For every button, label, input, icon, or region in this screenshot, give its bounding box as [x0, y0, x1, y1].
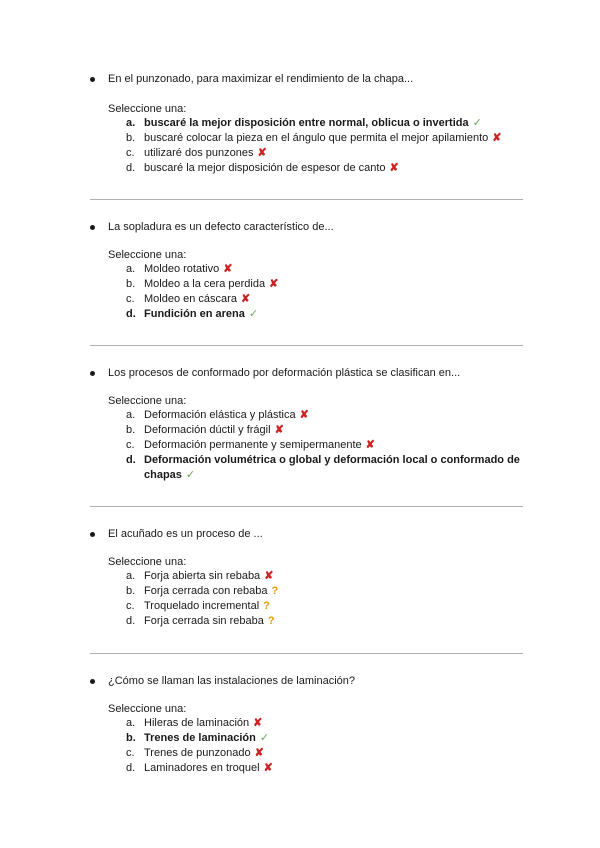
question-prompt: Los procesos de conformado por deformación plástica se clasifican en... — [108, 367, 461, 379]
option-letter: c. — [126, 147, 135, 160]
question-mark-icon: ? — [271, 585, 279, 598]
answer-option[interactable] — [126, 423, 536, 438]
answer-option[interactable] — [126, 599, 536, 614]
bullet-icon — [90, 371, 95, 376]
question-prompt-row — [90, 527, 530, 541]
option-letter: b. — [126, 278, 136, 291]
answer-option[interactable] — [126, 146, 536, 161]
option-text: Moldeo en cáscara — [144, 293, 237, 306]
option-text: utilizaré dos punzones — [144, 147, 254, 160]
bullet-icon — [90, 225, 95, 230]
check-icon: ✓ — [185, 468, 196, 481]
question-prompt-row — [90, 366, 530, 380]
section-divider — [90, 199, 523, 200]
check-icon: ✓ — [472, 117, 482, 129]
select-one-label: Seleccione una: — [108, 556, 187, 568]
answer-option[interactable] — [126, 746, 536, 761]
answer-option[interactable] — [126, 731, 536, 746]
answer-option[interactable] — [126, 761, 536, 776]
select-one-label: Seleccione una: — [108, 395, 187, 407]
question-prompt-row — [90, 674, 530, 688]
answer-option[interactable] — [126, 716, 536, 731]
answer-option[interactable] — [126, 438, 536, 453]
option-text: buscaré colocar la pieza en el ángulo que permita el mejor apilamiento — [144, 132, 489, 145]
option-letter: a. — [126, 570, 136, 582]
option-letter: a. — [126, 409, 136, 421]
answer-options — [126, 569, 536, 629]
question-4 — [90, 527, 530, 541]
answer-options — [126, 716, 536, 776]
cross-icon: ✘ — [389, 162, 399, 175]
answer-option[interactable] — [126, 569, 536, 584]
option-text: Deformación permanente y semipermanente — [144, 439, 362, 452]
answer-option[interactable] — [126, 584, 536, 599]
select-one-label: Seleccione una: — [108, 249, 187, 261]
answer-option[interactable] — [126, 292, 536, 307]
option-text: buscaré la mejor disposición de espesor de canto — [144, 162, 386, 175]
option-letter: c. — [126, 600, 135, 613]
question-prompt-row — [90, 72, 530, 86]
cross-icon: ✘ — [492, 132, 502, 145]
option-letter: a. — [126, 117, 136, 129]
option-letter: c. — [126, 439, 135, 452]
answer-option[interactable] — [126, 277, 536, 292]
answer-option[interactable] — [126, 131, 536, 146]
answer-option[interactable] — [126, 262, 536, 277]
cross-icon: ✘ — [299, 409, 309, 421]
answer-option[interactable] — [126, 408, 536, 423]
option-letter: d. — [126, 162, 136, 175]
question-5 — [90, 674, 530, 688]
question-prompt-row — [90, 220, 530, 234]
option-text: Moldeo rotativo — [144, 263, 220, 275]
option-letter: d. — [126, 308, 136, 321]
option-text: Trenes de laminación — [144, 732, 256, 745]
option-text: Forja cerrada sin rebaba — [144, 615, 264, 628]
answer-option[interactable] — [126, 307, 536, 322]
option-text: Fundición en arena — [144, 308, 245, 321]
option-letter: c. — [126, 747, 135, 760]
question-prompt: La sopladura es un defecto característico de... — [108, 221, 334, 233]
answer-options — [126, 408, 536, 483]
question-2 — [90, 220, 530, 234]
section-divider — [90, 653, 523, 654]
check-icon: ✓ — [248, 308, 259, 321]
question-3 — [90, 366, 530, 380]
answer-option[interactable] — [126, 161, 536, 176]
option-letter: a. — [126, 263, 136, 275]
cross-icon: ✘ — [263, 762, 273, 775]
answer-options — [126, 116, 536, 176]
option-letter: d. — [126, 762, 136, 775]
option-text: Deformación elástica y plástica — [144, 409, 296, 421]
cross-icon: ✘ — [257, 147, 267, 160]
option-letter: b. — [126, 585, 136, 598]
option-text: Deformación dúctil y frágil — [144, 424, 271, 437]
cross-icon: ✘ — [269, 278, 279, 291]
cross-icon: ✘ — [264, 570, 274, 582]
section-divider — [90, 506, 523, 507]
cross-icon: ✘ — [254, 747, 264, 760]
cross-icon: ✘ — [240, 293, 251, 306]
option-text: Troquelado incremental — [144, 600, 260, 613]
option-letter: b. — [126, 132, 136, 145]
option-letter: b. — [126, 424, 136, 437]
option-letter: d. — [126, 615, 136, 628]
option-text: Deformación volumétrica o global y deformación local o conformado de chapas — [144, 454, 520, 481]
select-one-label: Seleccione una: — [108, 103, 187, 115]
cross-icon: ✘ — [223, 263, 233, 275]
answer-option[interactable] — [126, 614, 536, 629]
question-prompt: ¿Cómo se llaman las instalaciones de laminación? — [108, 675, 356, 687]
option-letter: a. — [126, 717, 136, 729]
option-text: Forja cerrada con rebaba — [144, 585, 268, 598]
bullet-icon — [90, 77, 95, 82]
check-icon: ✓ — [259, 732, 270, 745]
answer-options — [126, 262, 536, 322]
option-letter: b. — [126, 732, 136, 745]
question-1 — [90, 72, 530, 86]
cross-icon: ✘ — [253, 717, 263, 729]
option-letter: c. — [126, 293, 135, 306]
cross-icon: ✘ — [274, 424, 284, 437]
bullet-icon — [90, 532, 95, 537]
answer-option[interactable] — [126, 116, 536, 131]
option-text: buscaré la mejor disposición entre normal, oblicua o invertida — [144, 117, 469, 129]
section-divider — [90, 345, 523, 346]
question-prompt: El acuñado es un proceso de ... — [108, 528, 263, 540]
answer-option[interactable] — [126, 453, 536, 482]
question-mark-icon: ? — [267, 615, 275, 628]
option-text: Forja abierta sin rebaba — [144, 570, 261, 582]
cross-icon: ✘ — [365, 439, 375, 452]
bullet-icon — [90, 679, 95, 684]
option-text: Trenes de punzonado — [144, 747, 251, 760]
option-text: Moldeo a la cera perdida — [144, 278, 266, 291]
option-text: Laminadores en troquel — [144, 762, 260, 775]
option-letter: d. — [126, 454, 136, 467]
option-text: Hileras de laminación — [144, 717, 250, 729]
question-prompt: En el punzonado, para maximizar el rendimiento de la chapa... — [108, 73, 414, 85]
question-mark-icon: ? — [263, 600, 270, 613]
select-one-label: Seleccione una: — [108, 703, 187, 715]
